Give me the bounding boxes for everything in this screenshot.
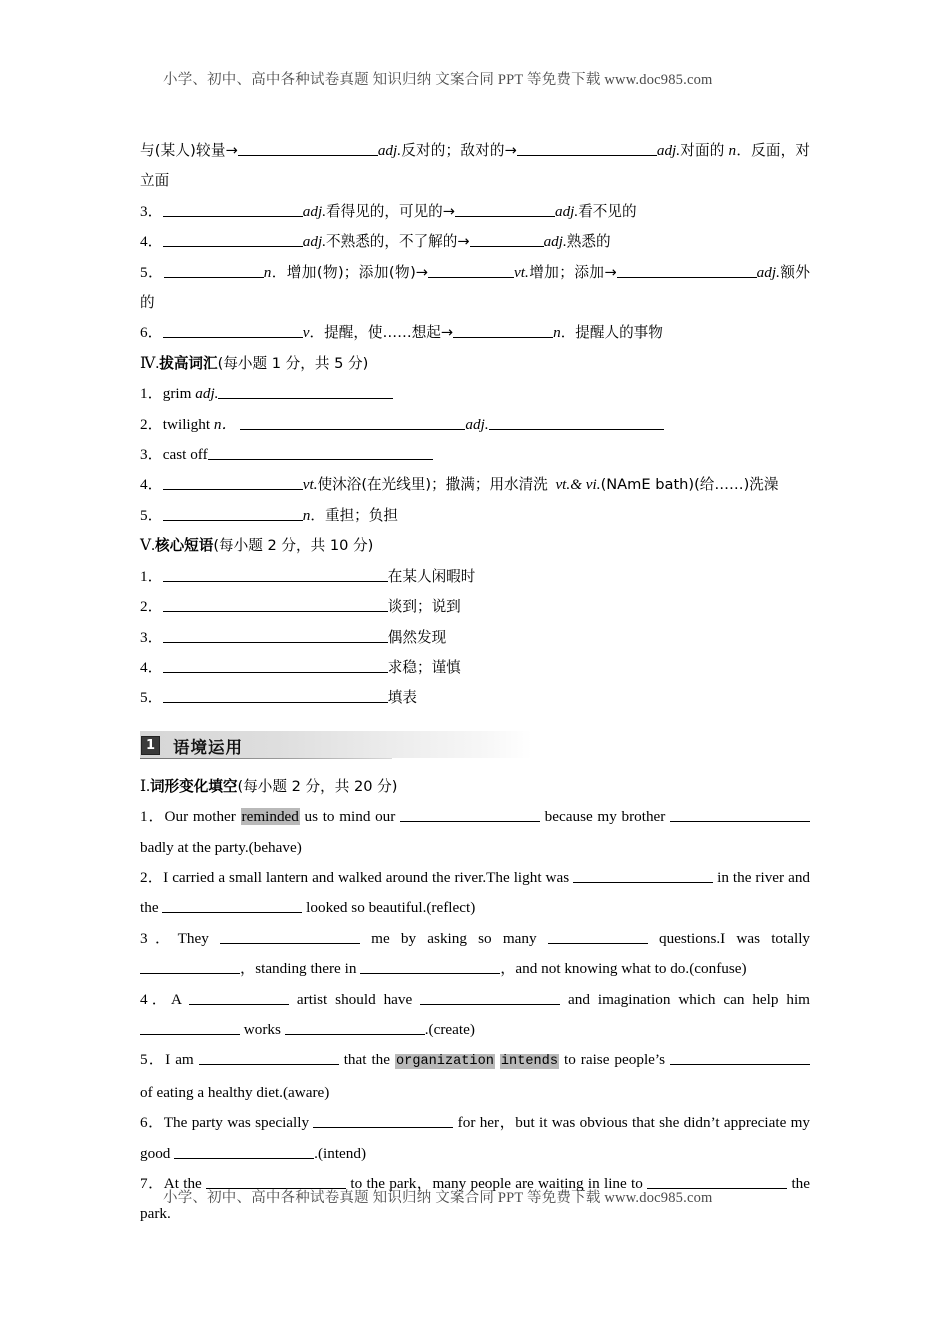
- blank[interactable]: [163, 567, 388, 582]
- item-number: 5．: [140, 506, 163, 524]
- text: Our mother: [164, 808, 241, 826]
- blank[interactable]: [163, 323, 303, 338]
- gloss: 谈到；说到: [387, 598, 461, 616]
- blank[interactable]: [420, 990, 560, 1005]
- gloss: 熟悉的: [566, 233, 611, 251]
- gloss: 额外的: [140, 263, 810, 312]
- text: that the: [338, 1051, 395, 1069]
- pos-vt: vt.: [302, 476, 318, 494]
- section-v-item-5: [140, 683, 810, 713]
- text: They: [177, 929, 220, 947]
- gloss: 看得见的，可见的→: [326, 202, 455, 220]
- blank[interactable]: [208, 445, 433, 460]
- section-i-item-3: [140, 924, 810, 985]
- section-title: 核心短语: [154, 537, 214, 555]
- section-iv-item-4: [140, 470, 810, 500]
- blank[interactable]: [218, 384, 393, 399]
- section-v-item-3: [140, 623, 810, 653]
- text: in the river and the: [140, 868, 811, 917]
- text: At the: [163, 1175, 207, 1192]
- section-title: 拔高词汇: [159, 354, 218, 372]
- blank[interactable]: [199, 1050, 339, 1065]
- blank[interactable]: [238, 141, 378, 156]
- word-formation-item-4: [140, 227, 810, 257]
- blank[interactable]: [140, 959, 240, 974]
- text: because my brother: [540, 808, 670, 826]
- text: us to mind our: [299, 808, 400, 826]
- blank[interactable]: [174, 1144, 314, 1159]
- item-number: 5．: [140, 263, 164, 281]
- section-iv-item-5: [140, 501, 810, 531]
- pos-n: n: [553, 324, 561, 342]
- section-title: 词形变化填空: [149, 777, 238, 795]
- text: A: [170, 990, 190, 1008]
- item-number: 3．: [140, 628, 163, 646]
- section-v-item-2: [140, 592, 810, 622]
- section-iv-item-1: [140, 379, 810, 409]
- gloss: (NAmE bath)(给……)洗澡: [600, 476, 779, 494]
- pos-n: n: [728, 142, 737, 159]
- gloss: ．反面，对立面: [140, 142, 810, 190]
- gloss: ．重担；负担: [310, 506, 398, 524]
- blank[interactable]: [163, 628, 388, 643]
- blank[interactable]: [140, 1020, 240, 1035]
- section-number-badge: 1: [141, 736, 160, 755]
- blank[interactable]: [313, 1113, 453, 1128]
- banner-underline: [140, 758, 392, 760]
- section-number: Ⅴ.: [140, 537, 155, 555]
- item-number: 1．: [140, 808, 165, 826]
- gloss: ．增加(物)；添加(物)→: [271, 263, 428, 281]
- blank[interactable]: [240, 415, 465, 430]
- highlighted-word-intends: intends: [500, 1054, 558, 1070]
- item-number: 6．: [140, 1114, 164, 1132]
- pos-vt: vt.: [514, 263, 529, 281]
- highlighted-word: reminded: [241, 808, 299, 826]
- section-score: (每小题 2 分，共 10 分): [213, 537, 374, 555]
- gloss: 不熟悉的，不了解的→: [326, 233, 470, 251]
- section-v-heading: [140, 531, 810, 561]
- pos-v: v: [302, 324, 310, 342]
- highlighted-word-organization: organization: [396, 1054, 494, 1070]
- blank[interactable]: [163, 202, 303, 217]
- pos-adj: adj.: [554, 202, 579, 220]
- blank[interactable]: [548, 929, 648, 944]
- gloss: 看不见的: [578, 202, 637, 220]
- item-number: 3．: [140, 202, 163, 220]
- text: I carried a small lantern and walked around the river.The light was: [163, 868, 574, 886]
- gloss: 对面的: [680, 142, 725, 159]
- watermark-top: 小学、初中、高中各种试卷真题 知识归纳 文案合同 PPT 等免费下载 www.doc985.com: [163, 72, 713, 88]
- blank[interactable]: [470, 232, 544, 247]
- section-i-heading: [140, 772, 810, 802]
- section-i-item-1: [140, 802, 810, 863]
- section-iv-item-3: [140, 440, 810, 470]
- gloss: 反对的；敌对的→: [401, 142, 517, 159]
- text: the park.: [140, 1175, 810, 1223]
- text: artist should have: [289, 990, 421, 1008]
- text: to the park，many people are waiting in line to: [346, 1175, 648, 1192]
- word-formation-item-6: [140, 318, 810, 348]
- blank[interactable]: [163, 475, 303, 490]
- section-number: Ⅳ.: [140, 354, 160, 372]
- blank[interactable]: [453, 323, 553, 338]
- section-i-item-4: [140, 985, 810, 1046]
- pos-n: n: [263, 263, 272, 281]
- item-number: 5．: [140, 1051, 166, 1069]
- blank[interactable]: [163, 658, 388, 673]
- section-v-item-1: [140, 562, 810, 592]
- pos-adj: adj.: [377, 142, 402, 159]
- pos-n: n．: [213, 415, 237, 433]
- item-number: 5．: [140, 689, 163, 707]
- text: works: [240, 1020, 285, 1038]
- pos-vt-vi: vt.& vi.: [555, 476, 601, 494]
- blank[interactable]: [285, 1020, 425, 1035]
- blank[interactable]: [455, 202, 555, 217]
- gloss: ．提醒人的事物: [560, 324, 663, 342]
- text: .(intend): [314, 1144, 367, 1162]
- blank[interactable]: [163, 506, 303, 521]
- gloss: 偶然发现: [387, 628, 447, 646]
- word-formation-item-5: [140, 258, 810, 319]
- item-number: 2．: [140, 598, 163, 616]
- document-content: [140, 0, 810, 1230]
- text: looked so beautiful.(reflect): [302, 899, 476, 917]
- pos-adj: adj.: [543, 233, 567, 251]
- blank[interactable]: [163, 597, 388, 612]
- text: .(create): [424, 1020, 475, 1038]
- item-number: 4．: [140, 233, 163, 251]
- gloss: 使沐浴(在光线里)；撒满；用水清洗: [317, 476, 548, 494]
- text: ，standing there in: [240, 960, 361, 978]
- section-iv-item-2: [140, 410, 810, 440]
- text: I am: [165, 1051, 199, 1069]
- phrase: cast off: [162, 446, 208, 464]
- word: grim: [162, 385, 196, 403]
- pos-adj: adj.: [656, 142, 681, 159]
- item-number: 6．: [140, 324, 163, 342]
- gloss: 求稳；谨慎: [387, 658, 461, 676]
- pos-adj: adj.: [302, 202, 326, 220]
- item-number: 1．: [140, 385, 163, 403]
- blank[interactable]: [573, 868, 713, 883]
- text: for her，but it was obvious that she didn’t appreciate my good: [140, 1114, 811, 1162]
- gloss: ．提醒，使……想起→: [309, 324, 454, 342]
- pos-adj: adj.: [302, 233, 326, 251]
- blank[interactable]: [164, 263, 264, 278]
- section-number: Ⅰ.: [140, 777, 150, 795]
- gloss: 在某人闲暇时: [387, 567, 476, 585]
- item-number: 4．: [140, 990, 171, 1008]
- blank[interactable]: [489, 415, 664, 430]
- gloss: 增加；添加→: [528, 263, 617, 281]
- text: The party was specially: [163, 1114, 314, 1132]
- section-banner: [140, 731, 810, 761]
- blank[interactable]: [400, 807, 540, 822]
- word-formation-item-3: [140, 197, 810, 227]
- section-score: (每小题 2 分，共 20 分): [237, 777, 398, 795]
- section-i-item-6: [140, 1108, 810, 1169]
- pos-adj: adj.: [756, 263, 780, 281]
- blank[interactable]: [163, 688, 388, 703]
- section-v-item-4: [140, 653, 810, 683]
- text: me by asking so many: [359, 929, 548, 947]
- blank[interactable]: [617, 263, 757, 278]
- blank[interactable]: [670, 807, 810, 822]
- word-formation-item-2: [140, 136, 810, 197]
- text: of eating a healthy diet.(aware): [140, 1083, 330, 1101]
- pos-adj: adj.: [465, 415, 489, 433]
- word: twilight: [162, 415, 214, 433]
- item-number: 3．: [140, 929, 178, 947]
- item-number: 4．: [140, 658, 163, 676]
- blank[interactable]: [670, 1050, 810, 1065]
- section-score: (每小题 1 分，共 5 分): [217, 354, 369, 372]
- blank[interactable]: [220, 929, 360, 944]
- item-number: 3．: [140, 446, 163, 464]
- watermark-bottom: 小学、初中、高中各种试卷真题 知识归纳 文案合同 PPT 等免费下载 www.doc985.com: [163, 1190, 713, 1206]
- blank[interactable]: [517, 141, 657, 156]
- item2-lead: 与(某人)较量→: [140, 142, 238, 159]
- blank[interactable]: [428, 263, 514, 278]
- section-i-item-5: [140, 1045, 810, 1108]
- section-iv-heading: [140, 349, 810, 379]
- item-number: 2．: [140, 868, 164, 886]
- banner-title: 语境运用: [173, 737, 243, 757]
- text: badly at the party.(behave): [140, 838, 302, 856]
- item-number: 1．: [140, 567, 163, 585]
- blank[interactable]: [360, 959, 500, 974]
- text: questions.I was totally: [647, 929, 811, 947]
- item-number: 4．: [140, 476, 163, 494]
- item-number: 2．: [140, 415, 163, 433]
- gloss: 填表: [387, 689, 417, 707]
- text: and imagination which can help him: [560, 990, 810, 1008]
- text: ，and not knowing what to do.(confuse): [500, 960, 747, 978]
- section-i-item-2: [140, 863, 810, 924]
- pos-adj: adj.: [195, 385, 219, 403]
- blank[interactable]: [189, 990, 289, 1005]
- blank[interactable]: [163, 232, 303, 247]
- blank[interactable]: [162, 898, 302, 913]
- item-number: 7．: [140, 1175, 164, 1192]
- pos-n: n: [302, 506, 311, 524]
- text: to raise people’s: [559, 1051, 671, 1069]
